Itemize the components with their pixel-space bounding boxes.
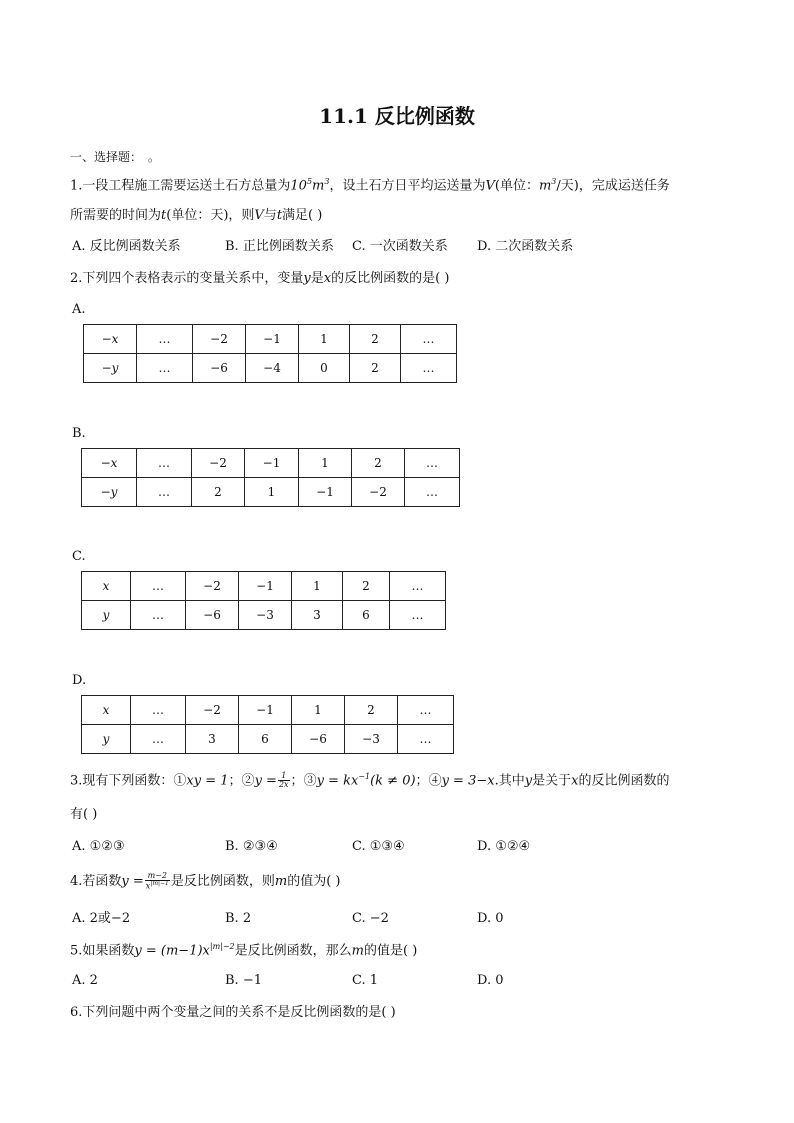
table-cell: …: [398, 696, 454, 725]
q5-option-a[interactable]: A. 2: [72, 973, 98, 988]
table-cell: −y: [84, 354, 137, 383]
table-cell: 2: [343, 572, 390, 601]
q3-option-d[interactable]: D. ①②④: [477, 839, 531, 854]
table-cell: −2: [193, 325, 246, 354]
question-5-text: 5.如果函数$y = (m-1)x^{|m|-2}$是反比例函数，那么m的值是( ): [70, 942, 418, 959]
table-cell: −1: [299, 478, 352, 507]
section-heading: 一、选择题： 。: [70, 150, 161, 164]
table-cell: …: [137, 478, 192, 507]
table-cell: 6: [343, 601, 390, 630]
table-cell: −2: [186, 696, 239, 725]
q1-option-c[interactable]: C. 一次函数关系: [352, 239, 448, 254]
q2-option-c-label[interactable]: C.: [72, 549, 86, 564]
question-4-text: 4.若函数y = $\frac{m-2}{x^{|m|-1}}$ 是反比例函数，则m的值为( ): [70, 871, 341, 892]
fraction: $\frac{1}{2x}$: [278, 771, 289, 790]
table-row: [82, 601, 446, 630]
q3-option-b[interactable]: B. ②③④: [225, 839, 278, 854]
table-cell: −3: [239, 601, 292, 630]
table-row: [82, 449, 460, 478]
q2-option-a-label[interactable]: A.: [72, 302, 86, 317]
table-cell: −4: [246, 354, 299, 383]
table-cell: x: [82, 572, 131, 601]
table-cell: …: [137, 325, 193, 354]
table-cell: 2: [350, 354, 401, 383]
table-cell: …: [401, 354, 457, 383]
table-cell: …: [131, 572, 186, 601]
table-row: [82, 478, 460, 507]
q5-option-b[interactable]: B. −1: [225, 973, 262, 988]
q2-table-a: [83, 324, 457, 383]
q2-table-c: [81, 571, 446, 630]
q1-option-d[interactable]: D. 二次函数关系: [477, 239, 574, 254]
table-cell: …: [405, 478, 460, 507]
table-cell: −y: [82, 478, 137, 507]
table-cell: −1: [245, 449, 299, 478]
table-cell: …: [131, 725, 186, 754]
table-cell: …: [398, 725, 454, 754]
table-cell: …: [390, 572, 446, 601]
table-cell: 6: [239, 725, 292, 754]
q2-table-d: [81, 695, 454, 754]
table-row: [84, 325, 457, 354]
table-cell: 3: [292, 601, 343, 630]
q1-option-b[interactable]: B. 正比例函数关系: [225, 239, 334, 254]
table-cell: −6: [292, 725, 345, 754]
q1-option-a[interactable]: A. 反比例函数关系: [72, 239, 181, 254]
table-cell: 2: [192, 478, 245, 507]
table-cell: 3: [186, 725, 239, 754]
table-cell: 1: [299, 449, 352, 478]
table-cell: −x: [82, 449, 137, 478]
fraction: $\frac{m-2}{x^{|m|-1}}$: [145, 871, 169, 892]
question-3-line-1: 3.现有下列函数：①xy = 1；②y = $\frac{1}{2x}$ ；③y = $kx^{-1}(k \ne 0)$；④y = 3−x.其中y是关于x的反比例函数的: [70, 771, 670, 790]
table-row: [82, 725, 454, 754]
q4-option-d[interactable]: D. 0: [477, 911, 504, 926]
table-row: [84, 354, 457, 383]
table-cell: …: [405, 449, 460, 478]
question-1-line-1: 1.一段工程施工需要运送土石方总量为$10^5m^3$，设土石方日平均运送量为V(单位：$m^3/$天)，完成运送任务: [70, 177, 670, 194]
table-cell: 1: [292, 696, 345, 725]
table-cell: −2: [352, 478, 405, 507]
table-cell: 1: [292, 572, 343, 601]
table-cell: …: [137, 449, 192, 478]
table-cell: 2: [350, 325, 401, 354]
question-6-text: 6.下列问题中两个变量之间的关系不是反比例函数的是( ): [70, 1005, 396, 1020]
question-1-line-2: 所需要的时间为t(单位：天)，则V与t满足( ): [70, 208, 323, 223]
question-3-line-2: 有( ): [70, 807, 98, 822]
question-2-text: 2.下列四个表格表示的变量关系中，变量y是x的反比例函数的是( ): [70, 271, 450, 286]
table-cell: …: [390, 601, 446, 630]
q5-option-c[interactable]: C. 1: [352, 973, 379, 988]
table-cell: 2: [345, 696, 398, 725]
table-cell: −3: [345, 725, 398, 754]
table-cell: x: [82, 696, 131, 725]
q5-option-d[interactable]: D. 0: [477, 973, 504, 988]
table-cell: 2: [352, 449, 405, 478]
q2-option-b-label[interactable]: B.: [72, 426, 86, 441]
table-row: [82, 572, 446, 601]
table-cell: −2: [192, 449, 245, 478]
table-cell: −1: [239, 696, 292, 725]
q2-table-b: [81, 448, 460, 507]
table-cell: −6: [193, 354, 246, 383]
q2-option-d-label[interactable]: D.: [72, 673, 87, 688]
table-cell: 0: [299, 354, 350, 383]
q3-option-c[interactable]: C. ①③④: [352, 839, 405, 854]
table-cell: …: [137, 354, 193, 383]
table-cell: 1: [245, 478, 299, 507]
q4-option-a[interactable]: A. 2或−2: [72, 911, 131, 926]
table-cell: …: [131, 696, 186, 725]
page-title: 11.1 反比例函数: [319, 104, 475, 128]
table-cell: …: [131, 601, 186, 630]
table-cell: …: [401, 325, 457, 354]
table-cell: −6: [186, 601, 239, 630]
q4-option-c[interactable]: C. −2: [352, 911, 389, 926]
q4-option-b[interactable]: B. 2: [225, 911, 252, 926]
table-cell: 1: [299, 325, 350, 354]
table-cell: y: [82, 725, 131, 754]
table-cell: −2: [186, 572, 239, 601]
table-cell: −x: [84, 325, 137, 354]
table-cell: −1: [239, 572, 292, 601]
q3-option-a[interactable]: A. ①②③: [72, 839, 125, 854]
table-row: [82, 696, 454, 725]
table-cell: −1: [246, 325, 299, 354]
table-cell: y: [82, 601, 131, 630]
